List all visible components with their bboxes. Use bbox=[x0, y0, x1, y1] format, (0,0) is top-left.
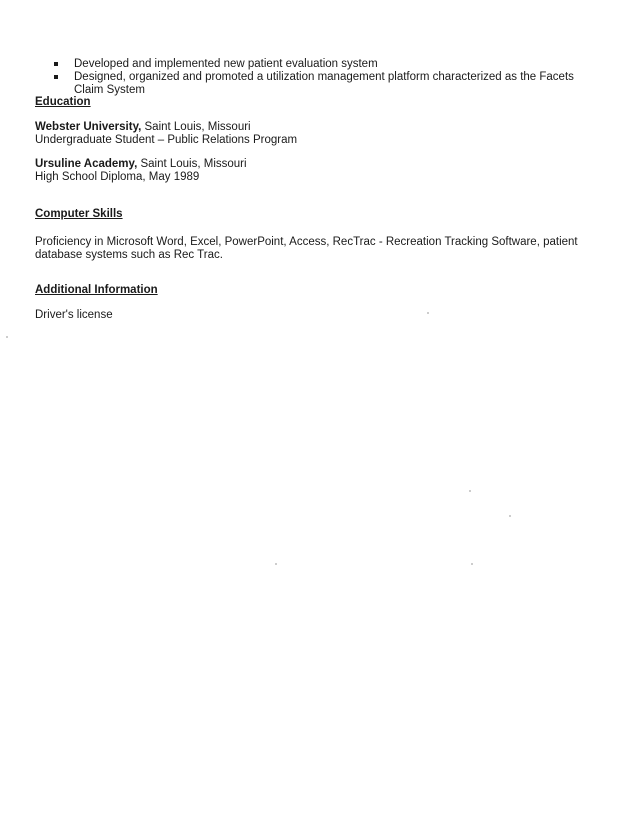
school-location: Saint Louis, Missouri bbox=[141, 121, 251, 133]
education-detail: Undergraduate Student – Public Relations Program bbox=[35, 134, 298, 146]
education-heading: Education bbox=[35, 96, 91, 108]
square-bullet-icon bbox=[54, 75, 58, 79]
scan-speck bbox=[427, 312, 429, 314]
computer-skills-heading: Computer Skills bbox=[35, 208, 123, 220]
education-detail: High School Diploma, May 1989 bbox=[35, 171, 200, 183]
education-school-line bbox=[35, 158, 615, 171]
education-school-line bbox=[35, 121, 615, 134]
bullet-text: Developed and implemented new patient evaluation system bbox=[74, 58, 378, 70]
bullet-item bbox=[52, 71, 589, 97]
square-bullet-icon bbox=[54, 62, 58, 66]
additional-information-heading: Additional Information bbox=[35, 284, 158, 296]
education-entry bbox=[35, 158, 615, 184]
scan-speck bbox=[275, 563, 277, 565]
scan-speck bbox=[509, 515, 511, 517]
additional-information-text: Driver's license bbox=[35, 309, 113, 321]
school-name: Webster University, bbox=[35, 121, 142, 133]
school-location: Saint Louis, Missouri bbox=[137, 158, 247, 170]
scan-speck bbox=[6, 336, 8, 338]
computer-skills-text: Proficiency in Microsoft Word, Excel, PowerPoint, Access, RecTrac - Recreation Tracking Software, patient database systems such as Rec Trac. bbox=[35, 236, 578, 261]
bullet-text: Designed, organized and promoted a utilization management platform characterized as the Facets Claim System bbox=[74, 71, 574, 96]
bullet-item bbox=[52, 58, 612, 71]
experience-bullet-list bbox=[52, 58, 612, 97]
school-name: Ursuline Academy, bbox=[35, 158, 138, 170]
scan-speck bbox=[469, 490, 471, 492]
scan-speck bbox=[471, 563, 473, 565]
education-entry bbox=[35, 121, 615, 147]
